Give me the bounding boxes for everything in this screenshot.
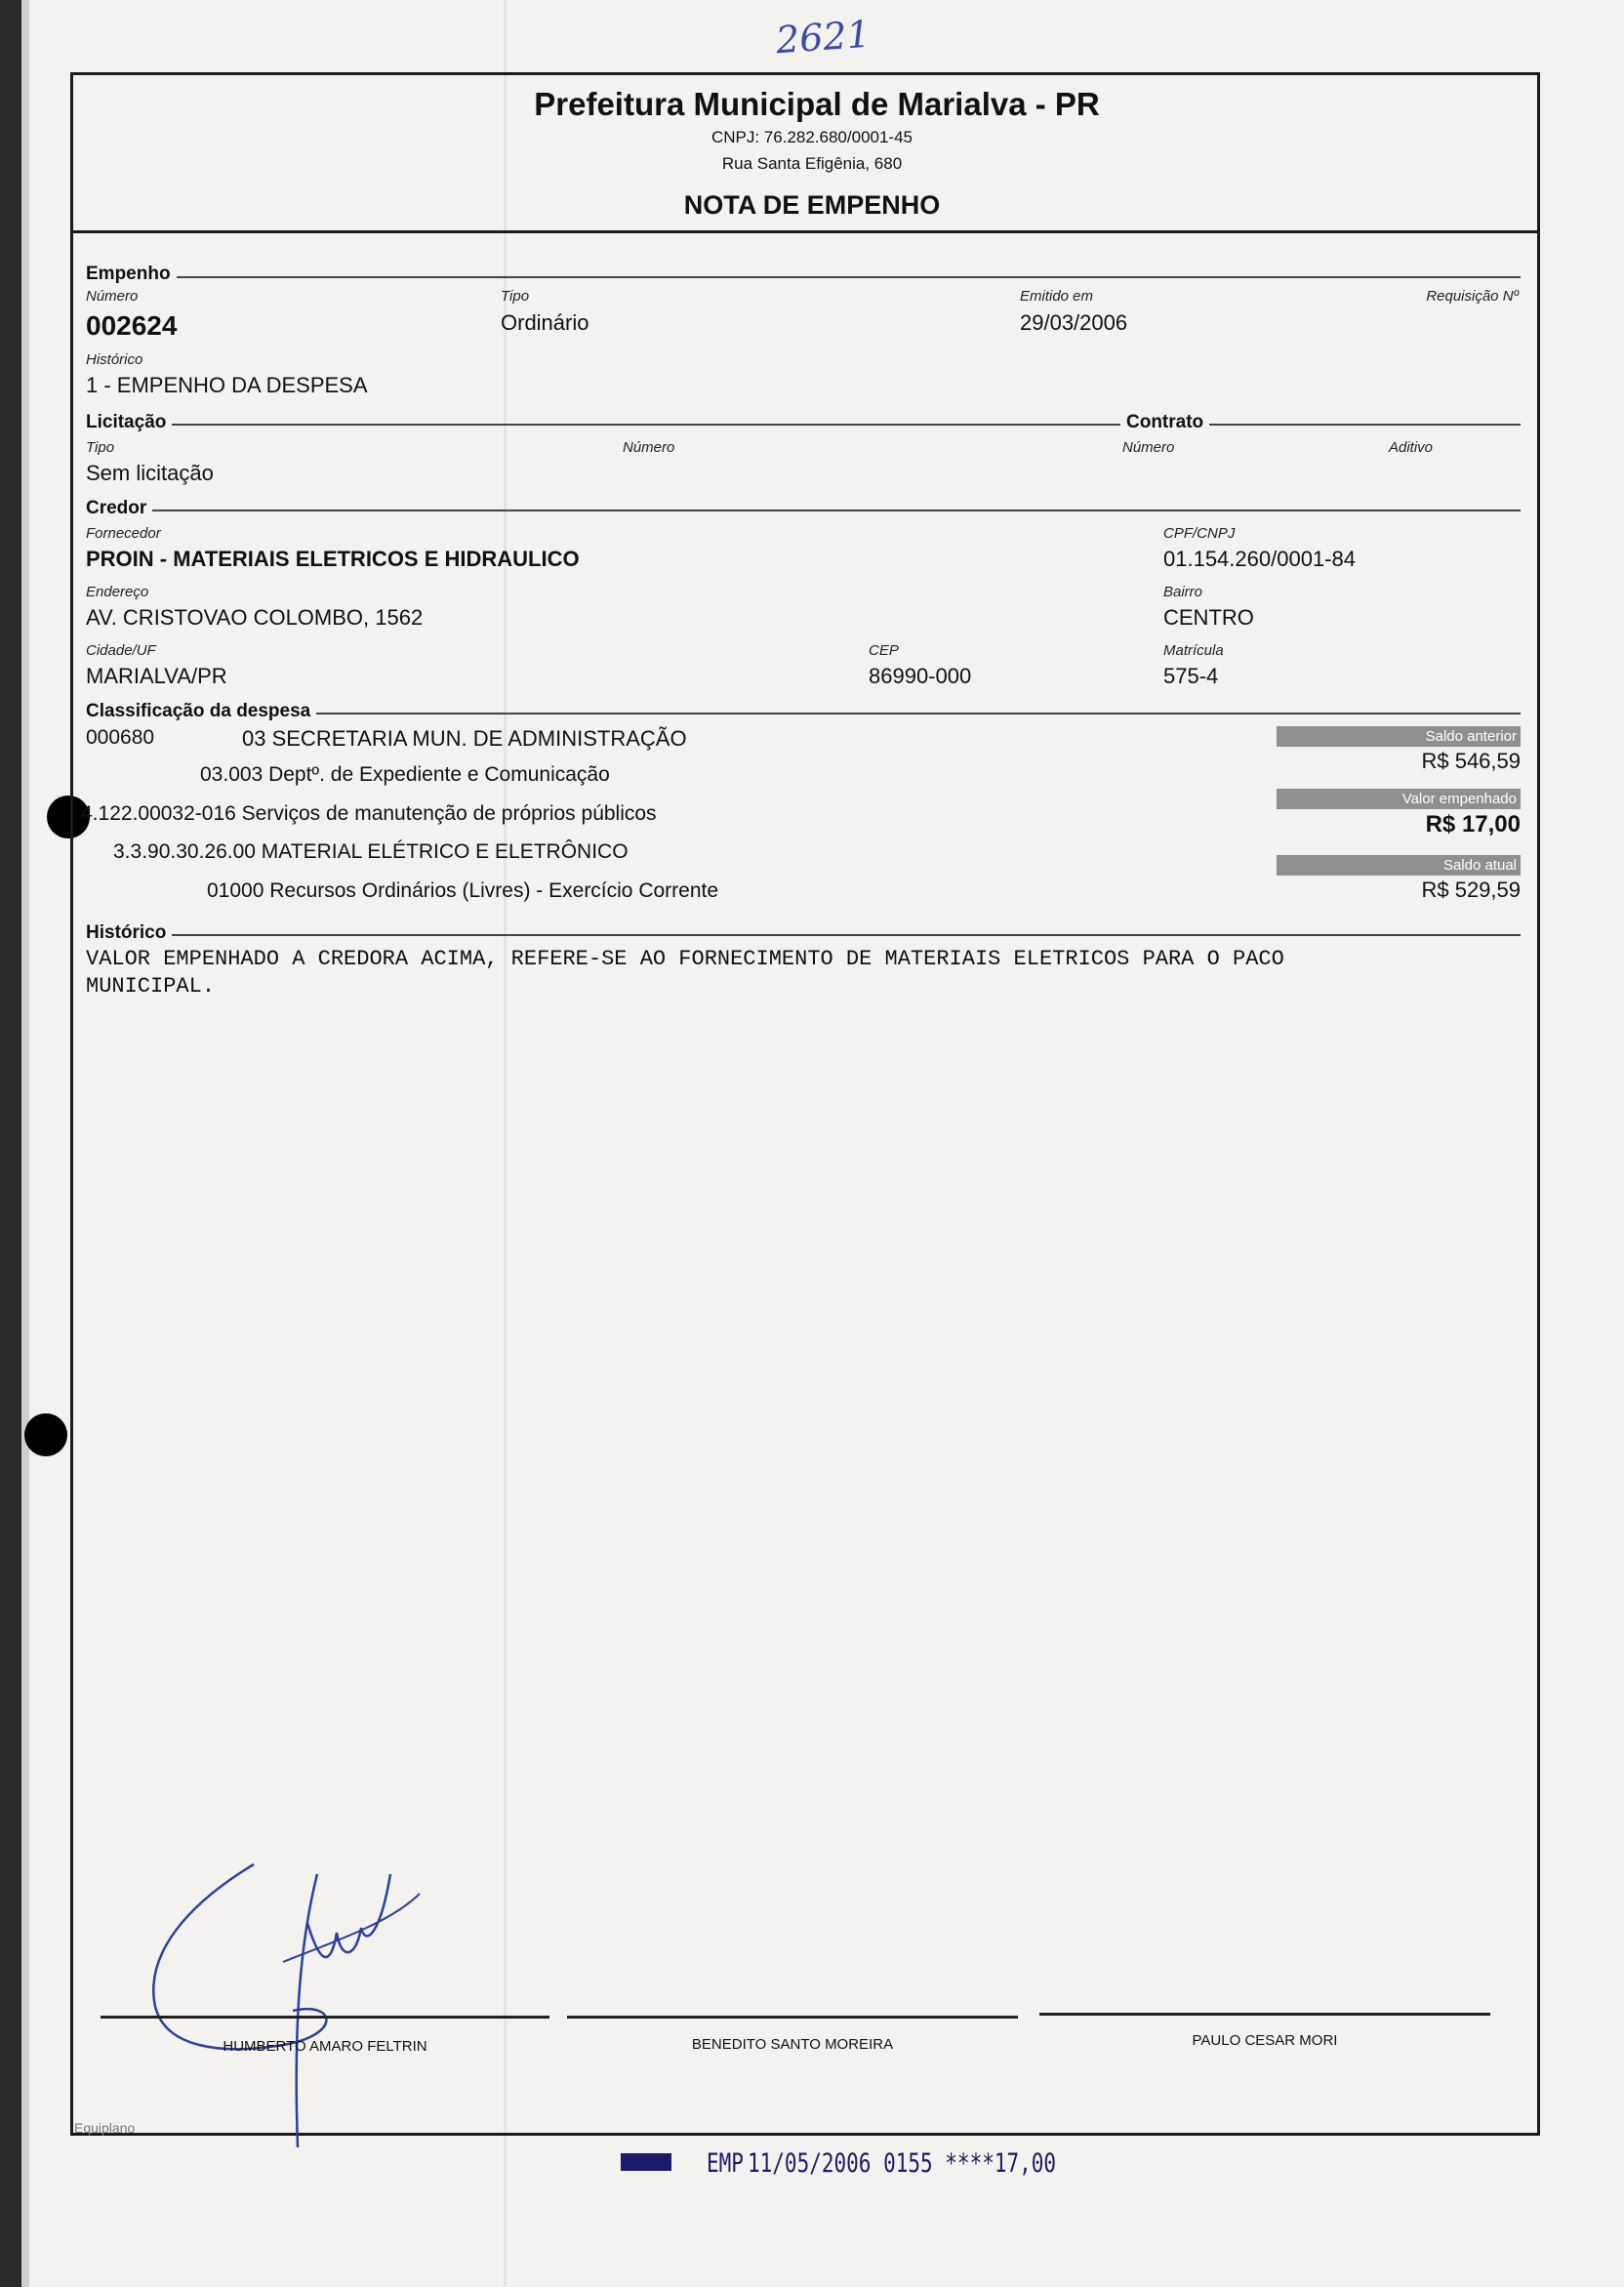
- historico-section-label: Histórico: [86, 922, 172, 944]
- cpf-cnpj-value: 01.154.260/0001-84: [1163, 547, 1356, 571]
- signature-scribble: [137, 1855, 449, 2167]
- punch-hole-bottom: [24, 1413, 67, 1456]
- bairro-label: Bairro: [1163, 584, 1203, 600]
- contrato-section-label: Contrato: [1120, 412, 1209, 433]
- stamp-prefix: EMP: [707, 2148, 744, 2178]
- municipality-title: Prefeitura Municipal de Marialva - PR: [534, 86, 1100, 122]
- signature-line-3: [1039, 2013, 1490, 2016]
- fornecedor-name: PROIN - MATERIAIS ELETRICOS E HIDRAULICO: [86, 547, 580, 571]
- emitido-date: 29/03/2006: [1020, 310, 1128, 335]
- licitacao-section-label: Licitação: [86, 412, 172, 433]
- fornecedor-label: Fornecedor: [86, 525, 161, 542]
- empenho-numero-label: Número: [86, 288, 139, 305]
- scan-edge-shadow: [21, 0, 29, 2287]
- stamp-logo: [621, 2153, 671, 2171]
- cidade-value: MARIALVA/PR: [86, 664, 227, 688]
- contrato-aditivo-label: Aditivo: [1389, 439, 1434, 456]
- empenho-numero: 002624: [86, 310, 178, 341]
- classificacao-line-2: 03.003 Deptº. de Expediente e Comunicação: [200, 763, 610, 786]
- matricula-value: 575-4: [1163, 664, 1219, 688]
- cidade-label: Cidade/UF: [86, 642, 156, 659]
- saldo-atual-label: Saldo atual: [1277, 855, 1521, 876]
- valor-empenhado-label: Valor empenhado: [1277, 789, 1521, 809]
- signature-name-3: PAULO CESAR MORI: [1192, 2032, 1338, 2049]
- signature-name-2: BENEDITO SANTO MOREIRA: [691, 2036, 894, 2053]
- valor-empenhado-value: R$ 17,00: [1425, 811, 1521, 837]
- signature-line-2: [567, 2016, 1018, 2019]
- signature-line-1: [101, 2016, 549, 2019]
- credor-section-label: Credor: [86, 498, 152, 519]
- cep-value: 86990-000: [869, 664, 972, 688]
- emitido-label: Emitido em: [1020, 288, 1094, 305]
- empenho-section-label: Empenho: [86, 264, 177, 285]
- credor-rule: [88, 510, 1521, 511]
- classificacao-line-4: 3.3.90.30.26.00 MATERIAL ELÉTRICO E ELETRÔNICO: [113, 840, 629, 863]
- contrato-numero-label: Número: [1122, 439, 1175, 456]
- licitacao-tipo: Sem licitação: [86, 461, 214, 485]
- historico-line-1: VALOR EMPENHADO A CREDORA ACIMA, REFERE-SE AO FORNECIMENTO DE MATERIAIS ELETRICOS PARA O PACO: [86, 947, 1284, 971]
- historico-line-2: MUNICIPAL.: [86, 974, 216, 999]
- empenho-tipo: Ordinário: [501, 310, 589, 335]
- signature-name-1: HUMBERTO AMARO FELTRIN: [223, 2038, 427, 2055]
- endereco-value: AV. CRISTOVAO COLOMBO, 1562: [86, 605, 424, 630]
- classificacao-line-5: 01000 Recursos Ordinários (Livres) - Exercício Corrente: [207, 879, 719, 902]
- classificacao-code: 000680: [86, 726, 155, 749]
- bairro-value: CENTRO: [1163, 605, 1254, 630]
- classificacao-line-3: 4.122.00032-016 Serviços de manutenção de próprios públicos: [81, 802, 657, 825]
- licitacao-rule: [88, 424, 1521, 426]
- matricula-label: Matrícula: [1163, 642, 1224, 659]
- handwritten-number: 2621: [774, 12, 873, 62]
- saldo-anterior-value: R$ 546,59: [1421, 749, 1521, 773]
- licitacao-tipo-label: Tipo: [86, 439, 115, 456]
- stamp-text: 11/05/2006 0155 ****17,00: [748, 2148, 1057, 2178]
- licitacao-numero-label: Número: [623, 439, 675, 456]
- scan-edge: [0, 0, 21, 2287]
- cep-label: CEP: [869, 642, 899, 659]
- historico-rule: [88, 934, 1521, 936]
- classificacao-line-1: 03 SECRETARIA MUN. DE ADMINISTRAÇÃO: [242, 726, 687, 751]
- endereco-label: Endereço: [86, 584, 149, 600]
- empenho-historico-label: Histórico: [86, 351, 143, 368]
- empenho-rule: [88, 276, 1521, 278]
- header-divider: [70, 230, 1537, 233]
- classificacao-section-label: Classificação da despesa: [86, 701, 316, 722]
- cnpj-text: CNPJ: 76.282.680/0001-45: [710, 128, 914, 146]
- address-text: Rua Santa Efigênia, 680: [721, 154, 903, 173]
- cpf-cnpj-label: CPF/CNPJ: [1163, 525, 1236, 542]
- saldo-atual-value: R$ 529,59: [1421, 878, 1521, 902]
- requisicao-label: Requisição Nº: [1426, 288, 1519, 305]
- empenho-tipo-label: Tipo: [501, 288, 530, 305]
- empenho-historico: 1 - EMPENHO DA DESPESA: [86, 373, 368, 397]
- software-label: Equiplano: [74, 2120, 136, 2136]
- saldo-anterior-label: Saldo anterior: [1277, 726, 1521, 747]
- document-title: NOTA DE EMPENHO: [683, 190, 941, 220]
